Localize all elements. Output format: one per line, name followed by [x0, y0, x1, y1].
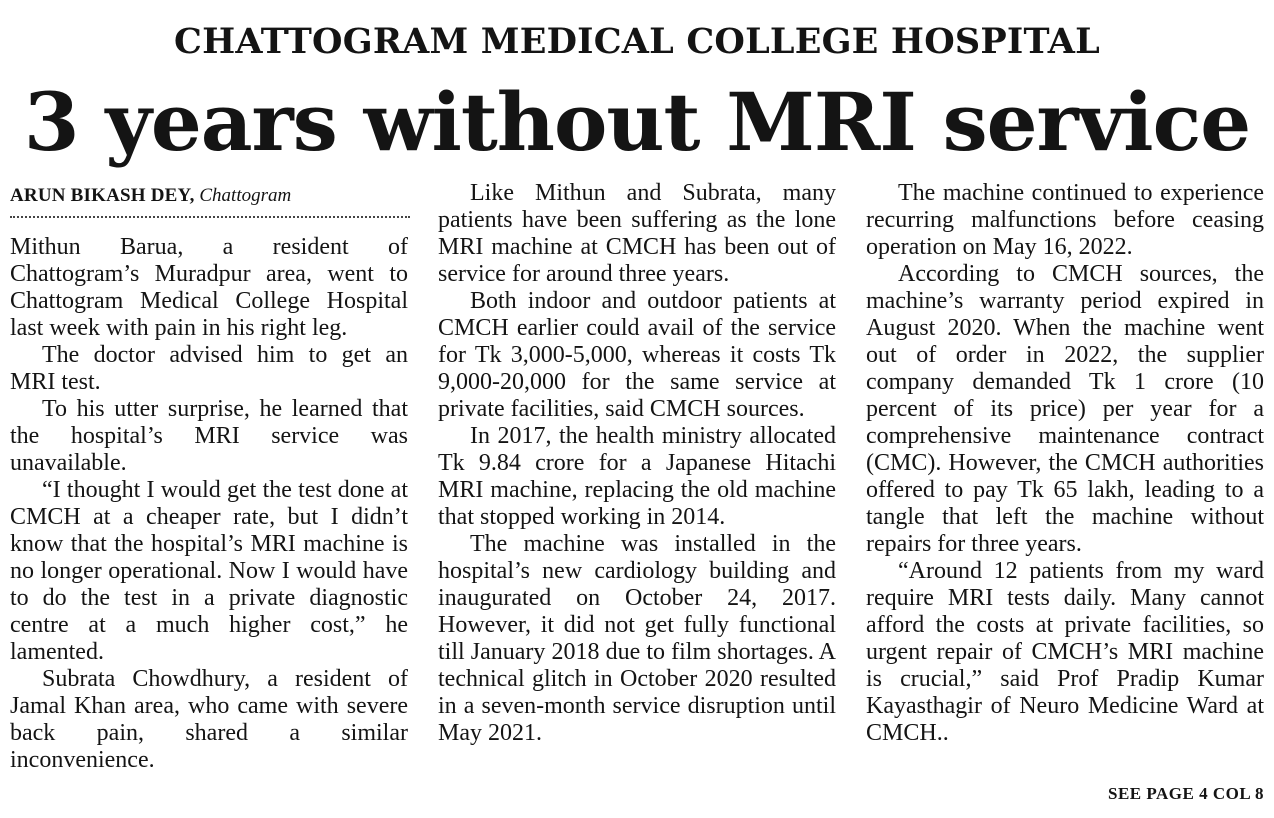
paragraph: Mithun Barua, a resident of Chattogram’s Muradpur area, went to Chattogram Medical College Hospital last week with pain in his right leg. — [10, 234, 408, 341]
paragraph: The machine continued to experience recurring malfunctions before ceasing operation on May 16, 2022. — [866, 180, 1264, 260]
continuation-reference: SEE PAGE 4 COL 8 — [1108, 784, 1264, 803]
paragraph: To his utter surprise, he learned that the hospital’s MRI service was unavailable. — [10, 396, 408, 476]
paragraph: In 2017, the health ministry allocated Tk 9.84 crore for a Japanese Hitachi MRI machine, replacing the old machine that stopped working in 2014. — [438, 423, 836, 530]
byline — [10, 182, 410, 210]
paragraph: Subrata Chowdhury, a resident of Jamal Khan area, who came with severe back pain, shared a similar inconvenience. — [10, 666, 408, 773]
paragraph: The machine was installed in the hospital’s new cardiology building and inaugurated on October 24, 2017. However, it did not get fully functional till January 2018 due to film shortages. A technical glitch in October 2020 resulted in a seven-month service disruption until May 2021. — [438, 531, 836, 746]
paragraph: “I thought I would get the test done at CMCH at a cheaper rate, but I didn’t know that the hospital’s MRI machine is no longer operational. Now I would have to do the test in a private diagnostic centre at a much higher cost,” he lamented. — [10, 477, 408, 665]
paragraph: According to CMCH sources, the machine’s warranty period expired in August 2020. When the machine went out of order in 2022, the supplier company demanded Tk 1 crore (10 percent of its price) per year for a comprehensive maintenance contract (CMC). However, the CMCH authorities offered to pay Tk 65 lakh, leading to a tangle that left the machine without repairs for three years. — [866, 261, 1264, 557]
paragraph: Both indoor and outdoor patients at CMCH earlier could avail of the service for Tk 3,000-5,000, whereas it costs Tk 9,000-20,000 for the same service at private facilities, said CMCH sources. — [438, 288, 836, 422]
paragraph: “Around 12 patients from my ward require MRI tests daily. Many cannot afford the costs at private facilities, so urgent repair of CMCH’s MRI machine is crucial,” said Prof Pradip Kumar Kayasthagir of Neuro Medicine Ward at CMCH.. — [866, 558, 1264, 746]
headline: 3 years without MRI service — [23, 75, 1251, 169]
article-column-3 — [866, 180, 1264, 747]
paragraph: Like Mithun and Subrata, many patients have been suffering as the lone MRI machine at CMCH has been out of service for around three years. — [438, 180, 836, 287]
paragraph: The doctor advised him to get an MRI test. — [10, 342, 408, 395]
article-column-1 — [10, 234, 408, 774]
article-column-2 — [438, 180, 836, 747]
byline-divider — [10, 216, 410, 218]
byline-author: ARUN BIKASH DEY, — [10, 185, 195, 206]
kicker: CHATTOGRAM MEDICAL COLLEGE HOSPITAL — [174, 21, 1100, 62]
byline-location: Chattogram — [199, 185, 292, 206]
